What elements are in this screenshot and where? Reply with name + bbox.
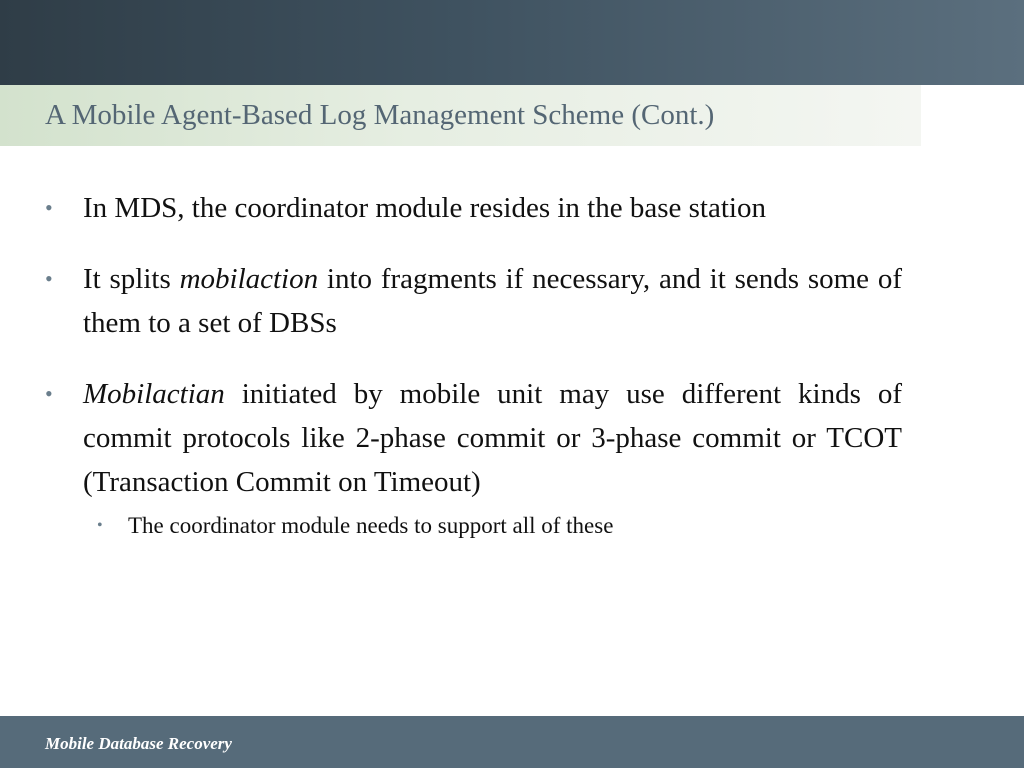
bullet-item xyxy=(45,372,902,504)
footer-text: Mobile Database Recovery xyxy=(45,734,232,753)
bullet-dot-icon: • xyxy=(45,266,53,291)
bullet-text-post: initiated by mobile unit may use different kinds of commit protocols like 2-phase commit or 3-phase commit or TCOT (Transaction Commit on Timeout) xyxy=(83,378,902,498)
bullet-emphasis: Mobilactian xyxy=(83,378,225,410)
bullet-text-post: into fragments if necessary, and it sends some of them to a set of DBSs xyxy=(83,263,902,339)
sub-bullet-item xyxy=(45,509,902,543)
header-band xyxy=(0,0,1024,85)
slide-title: A Mobile Agent-Based Log Management Scheme (Cont.) xyxy=(45,99,715,131)
bullet-dot-icon: • xyxy=(45,381,53,406)
bullet-emphasis: mobilaction xyxy=(179,263,319,295)
bullet-text-pre: It splits xyxy=(83,263,180,295)
bullet-text: In MDS, the coordinator module resides in the base station xyxy=(83,192,766,224)
slide-content xyxy=(45,186,902,543)
sub-bullet-dot-icon: • xyxy=(97,517,103,534)
bullet-dot-icon: • xyxy=(45,195,53,220)
bullet-item xyxy=(45,186,902,230)
bullet-item xyxy=(45,257,902,345)
sub-bullet-text: The coordinator module needs to support all of these xyxy=(128,513,614,538)
